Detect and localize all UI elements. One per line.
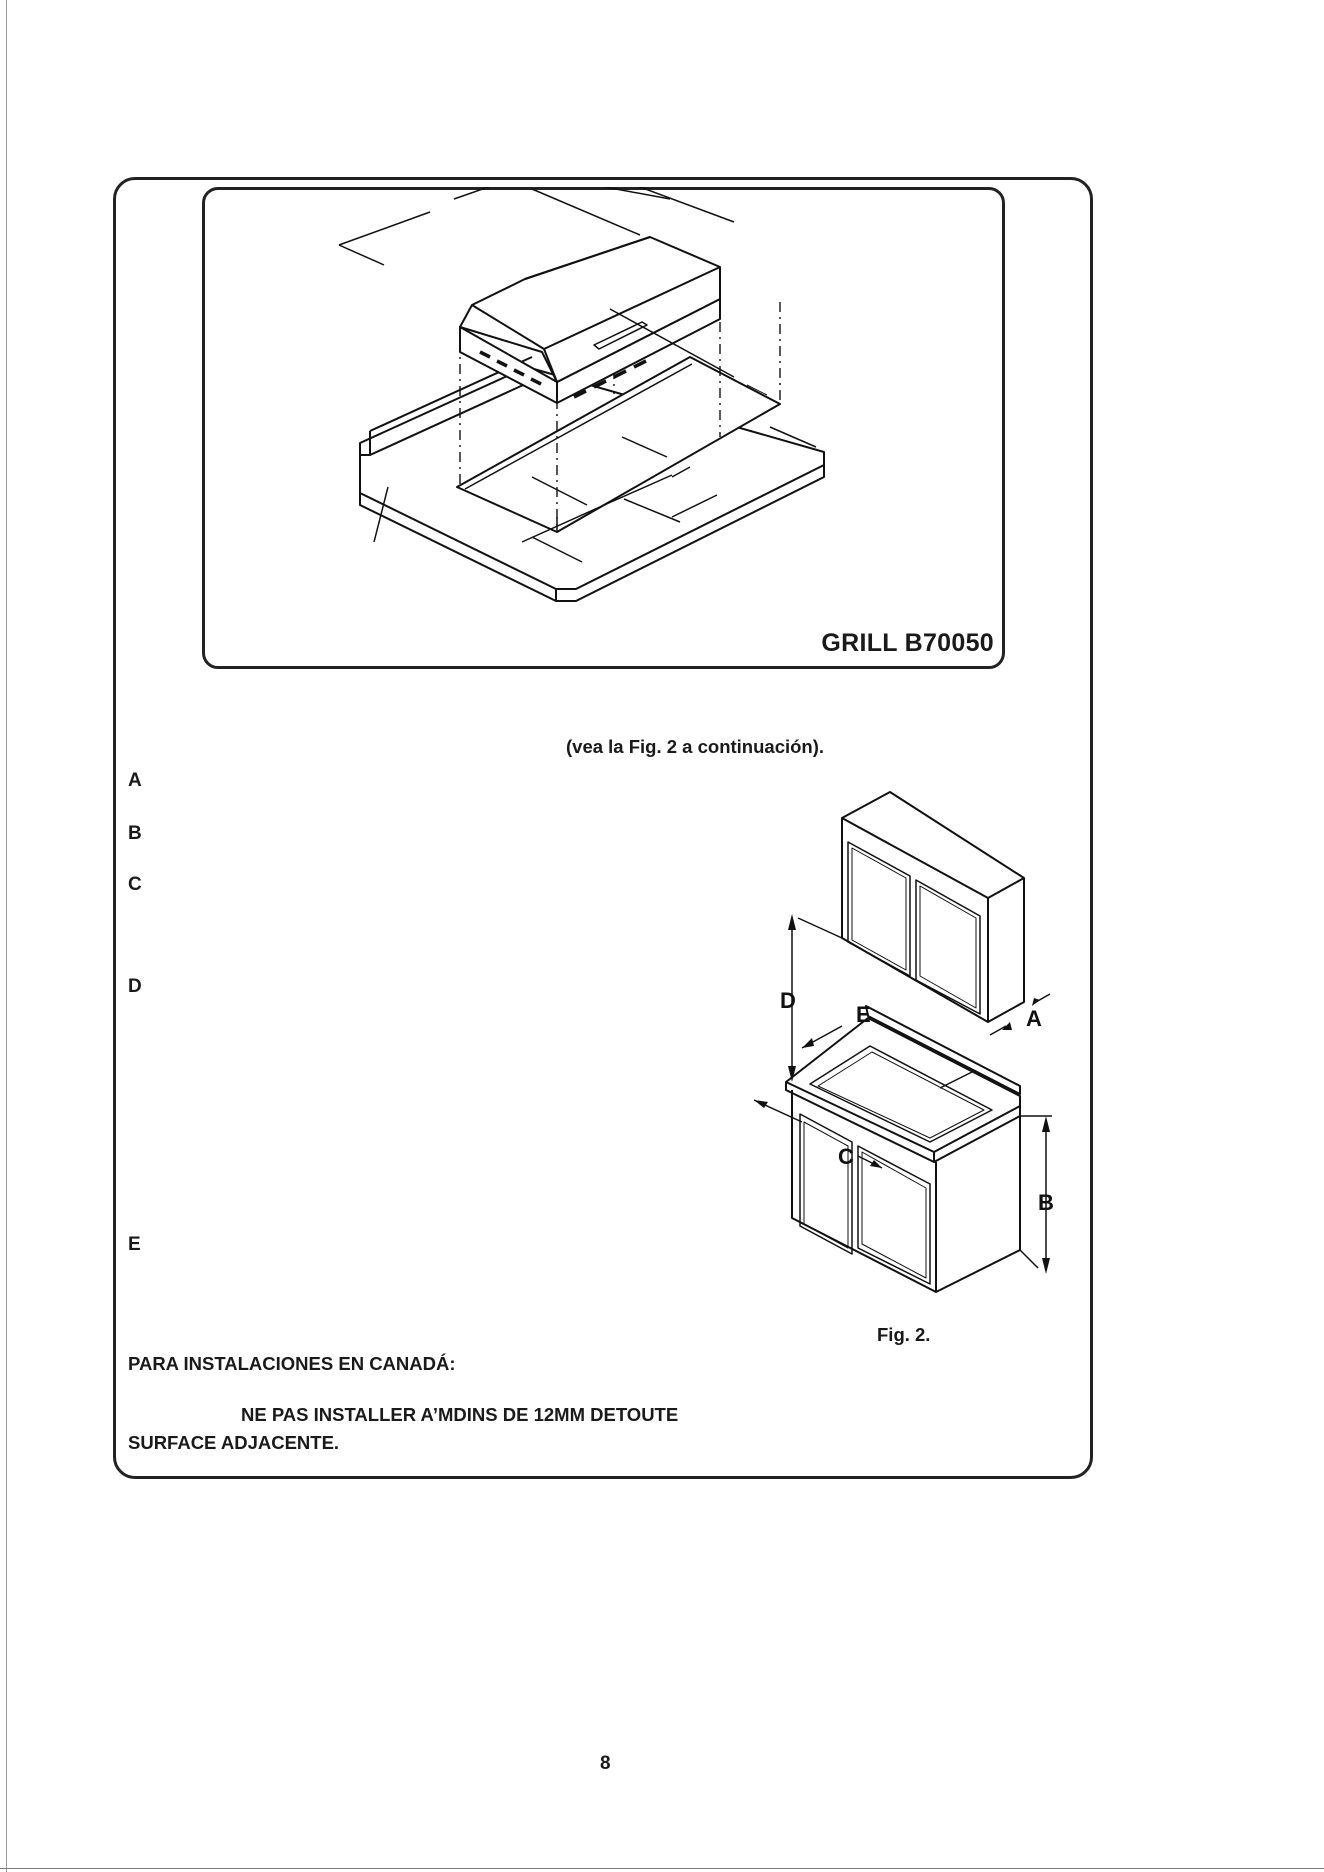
see-fig-note: (vea la Fig. 2 a continuación).	[566, 736, 825, 757]
fig2-label-e: E	[856, 1002, 871, 1027]
item-letter-d: D	[128, 976, 142, 997]
item-letter-a: A	[128, 770, 142, 791]
fig2-label-c: C	[838, 1144, 854, 1169]
item-letter-b: B	[128, 823, 142, 844]
fig2-label-a: A	[1026, 1006, 1042, 1031]
canada-warning-line1: NE PAS INSTALLER A’MDINS DE 12MM DETOUTE	[241, 1404, 679, 1425]
page-number: 8	[600, 1753, 611, 1774]
grill-cutout-illustration	[202, 187, 1005, 669]
cabinet-clearance-illustration	[740, 790, 1090, 1320]
figure2-caption: Fig. 2.	[877, 1324, 931, 1345]
page-margin-line	[6, 0, 7, 1872]
fig2-label-d: D	[780, 988, 796, 1013]
item-letter-e: E	[128, 1234, 141, 1255]
item-letter-c: C	[128, 874, 142, 895]
canada-warning-line2: SURFACE ADJACENTE.	[128, 1432, 340, 1453]
page-bottom-rule	[0, 1868, 1324, 1869]
fig2-label-b: B	[1038, 1190, 1054, 1215]
figure1-caption: GRILL B70050	[821, 629, 994, 657]
canada-heading: PARA INSTALACIONES EN CANADÁ:	[128, 1353, 456, 1374]
